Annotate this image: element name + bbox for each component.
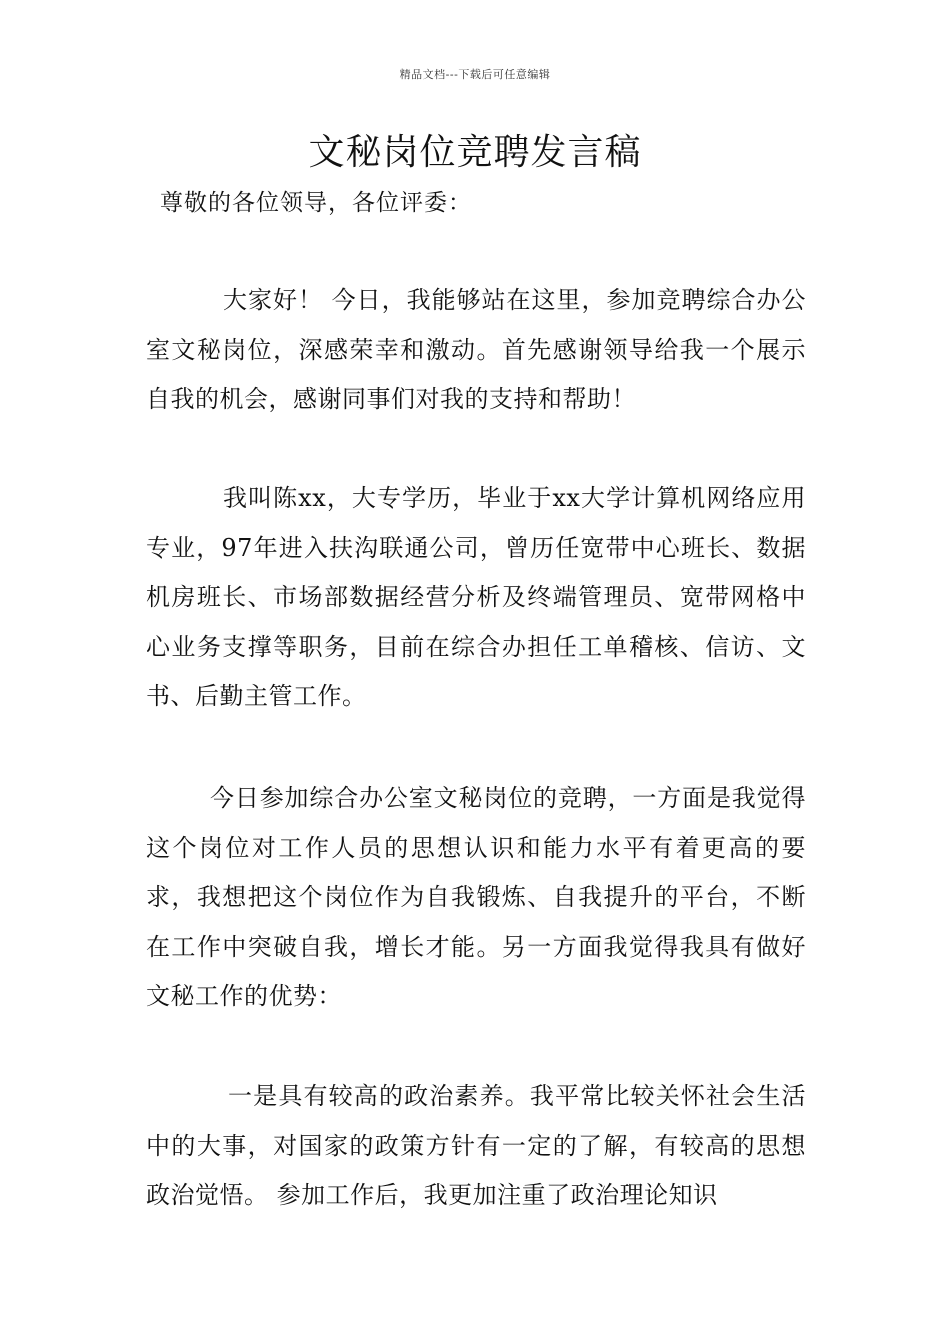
paragraph-motivation: 今日参加综合办公室文秘岗位的竞聘，一方面是我觉得这个岗位对工作人员的思想认识和能力水平有着更高的要求，我想把这个岗位作为自我锻炼、自我提升的平台，不断在工作中突破自我，增长才能。另一方面我觉得我具有做好文秘工作的优势： bbox=[146, 784, 806, 1010]
header-note: 精品文档---下载后可任意编辑 bbox=[399, 68, 551, 81]
document-title: 文秘岗位竞聘发言稿 bbox=[308, 132, 642, 173]
paragraph-background: 我叫陈xx，大专学历，毕业于xx大学计算机网络应用专业，97年进入扶沟联通公司，曾历任宽带中心班长、数据机房班长、市场部数据经营分析及终端管理员、宽带网格中心业务支撑等职务，目前在综合办担任工单稽核、信访、文书、后勤主管工作。 bbox=[146, 484, 806, 710]
salutation: 尊敬的各位领导，各位评委： bbox=[160, 190, 472, 216]
paragraph-political-quality: 一是具有较高的政治素养。我平常比较关怀社会生活中的大事，对国家的政策方针有一定的了解，有较高的思想政治觉悟。 参加工作后，我更加注重了政治理论知识 bbox=[146, 1082, 806, 1209]
paragraph-greeting: 大家好！ 今日，我能够站在这里，参加竞聘综合办公室文秘岗位，深感荣幸和激动。首先感谢领导给我一个展示自我的机会，感谢同事们对我的支持和帮助！ bbox=[146, 286, 806, 413]
